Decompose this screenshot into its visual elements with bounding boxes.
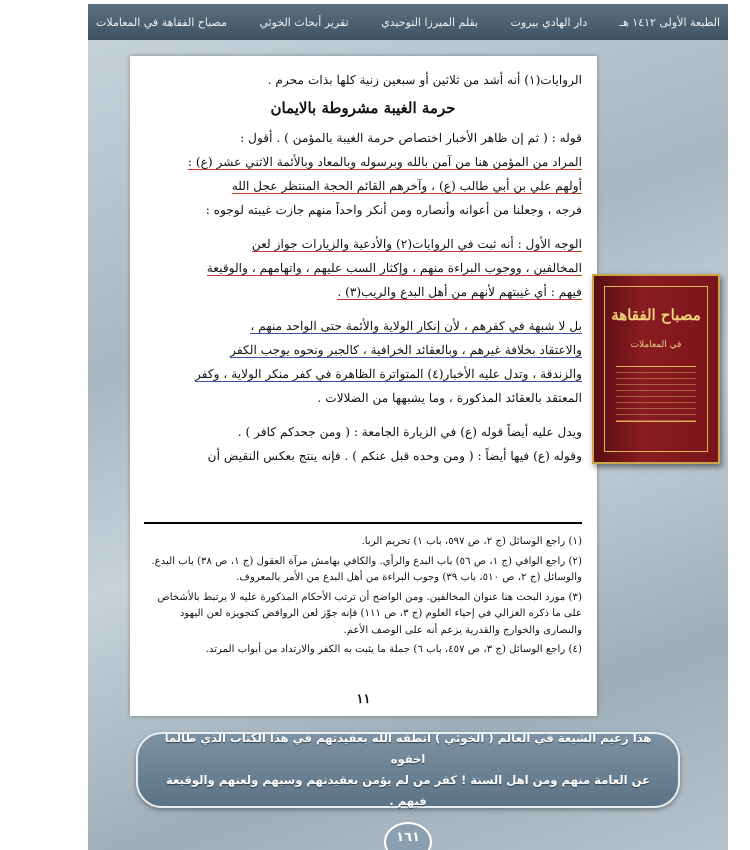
book-cover-title: مصباح الفقاهة <box>611 306 701 324</box>
underlined-line: المخالفين ، ووجوب البراءة منهم ، وإكثار السب عليهم ، واتهامهم ، والوقيعة <box>206 261 582 275</box>
footnote: (٤) راجع الوسائل (ج ٣، ص ٤٥٧، باب ٦) جملة ما يثبت به الكفر والارتداد من أبواب المرتد. <box>205 644 582 655</box>
body-line: فرجه ، وجعلنا من أعوانه وأنصاره ومن أنكر واحداً منهم جازت غيبته لوجوه : <box>205 203 582 217</box>
page-seal: ١٦١ <box>384 822 432 850</box>
header-writer: بقلم الميرزا التوحيدي <box>381 15 479 29</box>
banner-line: هذا زعيم الشيعة في العالم ( الخوئي ) انطقه الله بعقيدتهم في هذا الكتاب الذي طالما اخفوه <box>164 731 652 766</box>
body-line: الروايات(١) أنه أشد من ثلاثين أو سبعين زنية كلها بذات محرم . <box>267 73 582 87</box>
footnotes <box>144 534 582 662</box>
header-publisher: دار الهادي بيروت <box>510 15 588 29</box>
footnote: (٣) مورد البحث هنا عنوان المخالفين. ومن الواضح أن ترتب الأحكام المذكورة عليه لا يرتبط بالأشخاص على ما ذكره الغزالي في إحياء العلوم (ج ٣، ص ١١١) فإنه جوّز لعن الروافض كتجويزه لعن اليهود والنصارى والخوارج والقدرية يزعم أنه على الوصف الأعم. <box>157 591 582 636</box>
section-title: حرمة الغيبة مشروطة بالايمان <box>270 99 456 117</box>
book-cover-image <box>592 274 720 464</box>
footnote-divider <box>144 522 582 524</box>
page-number: ١١ <box>356 692 371 707</box>
body-line: المعتقد بالعقائد المذكورة ، وما يشبهها من الضلالات . <box>317 391 582 405</box>
body-line: قوله : ( ثم إن ظاهر الأخبار اختصاص حرمة الغيبة بالمؤمن ) . أقول : <box>240 131 582 145</box>
caption-banner <box>136 732 680 808</box>
header-book-title: مصباح الفقاهة في المعاملات <box>96 15 227 29</box>
header-edition: الطبعة الأولى ١٤١٢ هـ <box>619 15 720 29</box>
underlined-line: والاعتقاد بخلافة غيرهم ، وبالعقائد الخرافية ، كالجبر ونحوه يوجب الكفر <box>230 343 582 357</box>
underlined-line: أولهم علي بن أبي طالب (ع) ، وآخرهم القائم الحجة المنتظر عجل الله <box>231 179 582 193</box>
page-frame <box>88 4 728 850</box>
footnote: (١) راجع الوسائل (ج ٢، ص ٥٩٧، باب ١) تحريم الربا. <box>361 536 582 547</box>
footnote: (٢) راجع الوافي (ج ١، ص ٥٦) باب البدع والرأي. والكافي بهامش مرآة العقول (ج ١، ص ٣٨) باب البدع. والوسائل (ج ٢، ص ٥١٠، باب ٣٩) وجوب البراءة من أهل البدع من الأمر بالمعروف. <box>151 555 582 583</box>
underlined-line: الوجه الأول : أنه ثبت في الروايات(٢) والأدعية والزيارات جواز لعن <box>251 237 582 251</box>
book-cover-ornament <box>616 366 696 422</box>
underlined-line: والزندقة ، وتدل عليه الأخبار(٤) المتواترة الظاهرة في كفر منكر الولاية ، وكفر <box>194 367 582 381</box>
scanned-page <box>130 56 597 716</box>
header-author: تقرير أبحاث الخوئي <box>259 15 349 29</box>
banner-line: عن العامة منهم ومن اهل السنة ! كفر من لم يؤمن بعقيدتهم وسبهم ولعنهم والوقيعة فيهم . <box>165 773 651 808</box>
underlined-line: المراد من المؤمن هنا من آمن بالله وبرسوله وبالمعاد وبالأئمة الاثني عشر (ع) : <box>187 155 582 169</box>
page-body <box>144 68 582 468</box>
body-line: ويدل عليه أيضاً قوله (ع) في الزيارة الجامعة : ( ومن جحدكم كافر ) . <box>237 425 582 439</box>
book-cover-subtitle: في المعاملات <box>630 340 682 350</box>
underlined-line: بل لا شبهة في كفرهم ، لأن إنكار الولاية والأئمة حتى الواحد منهم ، <box>250 319 582 333</box>
header-bar <box>88 4 728 40</box>
body-line: وقوله (ع) فيها أيضاً : ( ومن وحده قبل عنكم ) . فإنه ينتج بعكس النقيض أن <box>207 449 582 463</box>
underlined-line: فيهم : أي غيبتهم لأنهم من أهل البدع والريب(٣) . <box>337 285 582 299</box>
